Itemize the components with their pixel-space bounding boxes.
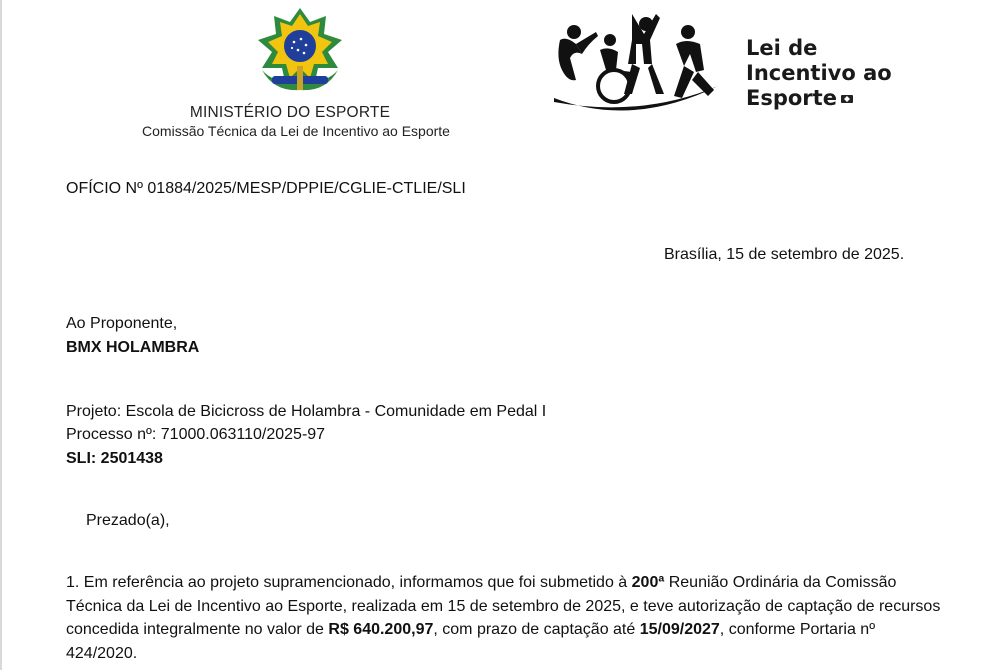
authorized-amount: R$ 640.200,97 — [328, 621, 434, 638]
para1-part1: 1. Em referência ao projeto supramencionado, informamos que foi submetido à — [66, 574, 632, 591]
addressee-name: BMX HOLAMBRA — [66, 339, 200, 356]
addressee-line: Ao Proponente, — [66, 315, 178, 332]
brand-wordmark — [746, 36, 892, 111]
page-edge — [0, 0, 2, 670]
sport-figures-logo-icon — [552, 10, 722, 122]
sli-number: SLI: 2501438 — [66, 450, 163, 467]
deadline-date: 15/09/2027 — [639, 621, 720, 638]
ministry-subtitle: Comissão Técnica da Lei de Incentivo ao Esporte — [142, 123, 450, 139]
brand-line-3 — [746, 86, 892, 111]
project-name: Projeto: Escola de Bicicross de Holambra - Comunidade em Pedal I — [66, 403, 547, 420]
para1-part3: , com prazo de captação até — [433, 621, 640, 638]
brand-line-3-text: Esporte — [746, 86, 837, 110]
meeting-number: 200ª — [631, 574, 665, 591]
process-number: Processo nº: 71000.063110/2025-97 — [66, 426, 326, 443]
para1-part2: Reunião Ordinária da Comissão Técnica da Lei de Incentivo ao Esporte, realizada em 15 de setembro de 2025, e teve autorização de captação de recursos concedida integralmente no valor de — [66, 574, 941, 638]
oficio-number: OFÍCIO Nº 01884/2025/MESP/DPPIE/CGLIE-CTLIE/SLI — [66, 180, 466, 197]
brand-line-2: Incentivo ao — [746, 61, 892, 85]
ministry-title: MINISTÉRIO DO ESPORTE — [189, 104, 391, 121]
brand-line-1: Lei de — [746, 36, 818, 60]
greeting: Prezado(a), — [86, 512, 170, 529]
para1-part4: , conforme Portaria nº 424/2020. — [66, 621, 876, 662]
brazil-flag-icon — [841, 95, 853, 103]
paragraph-1 — [66, 571, 946, 665]
coat-of-arms-emblem — [254, 6, 346, 96]
place-date: Brasília, 15 de setembro de 2025. — [664, 246, 905, 263]
